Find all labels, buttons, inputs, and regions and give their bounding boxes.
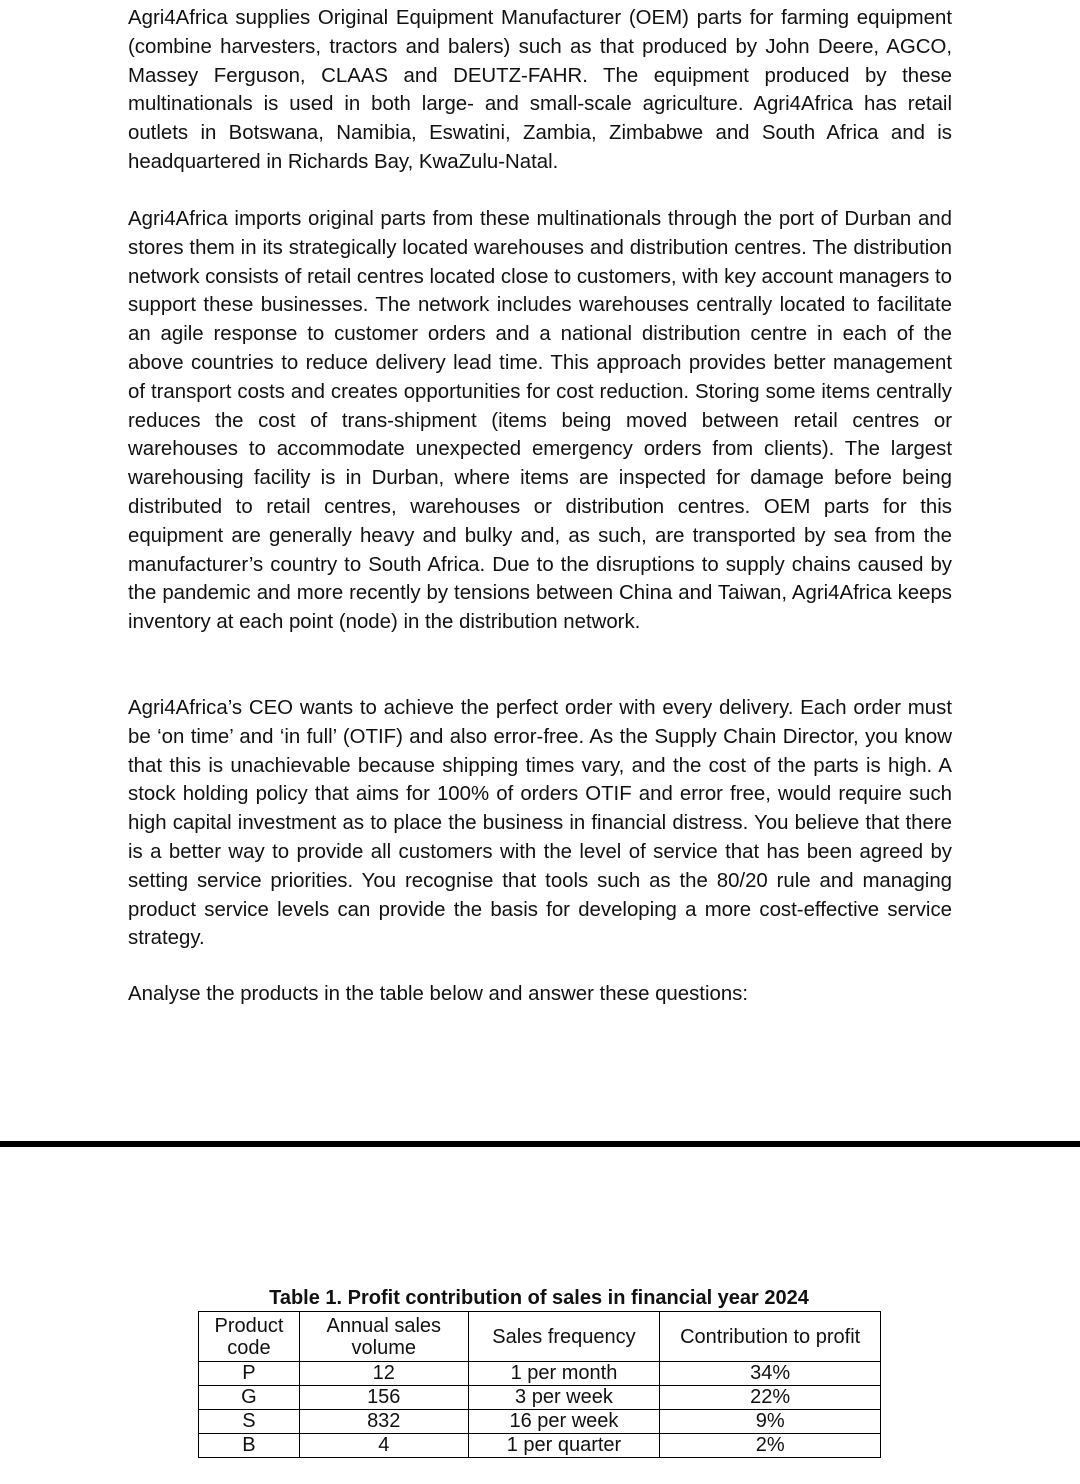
cell-annual-sales-volume: 156 [299, 1386, 468, 1410]
table-caption: Table 1. Profit contribution of sales in financial year 2024 [269, 1287, 809, 1309]
cell-sales-frequency: 3 per week [468, 1386, 660, 1410]
header-product-code: Product code [199, 1312, 300, 1362]
paragraph-instruction: Analyse the products in the table below and answer these questions: [128, 983, 749, 1005]
cell-contribution-to-profit: 22% [660, 1386, 881, 1410]
profit-contribution-table [198, 1311, 881, 1458]
cell-contribution-to-profit: 2% [660, 1434, 881, 1458]
cell-sales-frequency: 16 per week [468, 1410, 660, 1434]
cell-annual-sales-volume: 832 [299, 1410, 468, 1434]
cell-product-code: S [199, 1410, 300, 1434]
header-sales-frequency: Sales frequency [468, 1312, 660, 1362]
paragraph-distribution-network: Agri4Africa imports original parts from these multinationals through the port of Durban and stores them in its strategically located warehouses and distribution centres. The distribution network consists of retail centres located close to customers, with key account managers to support these businesses. The network includes warehouses centrally located to facilitate an agile response to customer orders and a national distribution centre in each of the above countries to reduce delivery lead time. This approach provides better management of transport costs and creates opportunities for cost reduction. Storing some items centrally reduces the cost of trans-shipment (items being moved between retail centres or warehouses to accommodate unexpected emergency orders from clients). The largest warehousing facility is in Durban, where items are inspected for damage before being distributed to retail centres, warehouses or distribution centres. OEM parts for this equipment are generally heavy and bulky and, as such, are transported by sea from the manufacturer’s country to South Africa. Due to the disruptions to supply chains caused by the pandemic and more recently by tensions between China and Taiwan, Agri4Africa keeps inventory at each point (node) in the distribution network. [128, 208, 952, 634]
header-annual-sales-volume: Annual sales volume [299, 1312, 468, 1362]
cell-annual-sales-volume: 12 [299, 1362, 468, 1386]
cell-contribution-to-profit: 34% [660, 1362, 881, 1386]
cell-product-code: B [199, 1434, 300, 1458]
cell-annual-sales-volume: 4 [299, 1434, 468, 1458]
paragraph-perfect-order: Agri4Africa’s CEO wants to achieve the perfect order with every delivery. Each order must be ‘on time’ and ‘in full’ (OTIF) and also error-free. As the Supply Chain Director, you know that this is unachievable because shipping times vary, and the cost of the parts is high. A stock holding policy that aims for 100% of orders OTIF and error free, would require such high capital investment as to place the business in financial distress. You believe that there is a better way to provide all customers with the level of service that has been agreed by setting service priorities. You recognise that tools such as the 80/20 rule and managing product service levels can provide the basis for developing a more cost-effective service strategy. [128, 697, 952, 950]
table-header-row [199, 1312, 881, 1362]
table-row [199, 1362, 881, 1386]
cell-sales-frequency: 1 per quarter [468, 1434, 660, 1458]
cell-sales-frequency: 1 per month [468, 1362, 660, 1386]
table-row [199, 1410, 881, 1434]
cell-contribution-to-profit: 9% [660, 1410, 881, 1434]
paragraph-company-overview: Agri4Africa supplies Original Equipment Manufacturer (OEM) parts for farming equipment (combine harvesters, tractors and balers) such as that produced by John Deere, AGCO, Massey Ferguson, CLAAS and DEUTZ-FAHR. The equipment produced by these multinationals is used in both large- and small-scale agriculture. Agri4Africa has retail outlets in Botswana, Namibia, Eswatini, Zambia, Zimbabwe and South Africa and is headquartered in Richards Bay, KwaZulu-Natal. [128, 7, 952, 173]
cell-product-code: P [199, 1362, 300, 1386]
header-contribution-to-profit: Contribution to profit [660, 1312, 881, 1362]
table-row [199, 1386, 881, 1410]
cell-product-code: G [199, 1386, 300, 1410]
table-row [199, 1434, 881, 1458]
page-divider [0, 1141, 1080, 1147]
